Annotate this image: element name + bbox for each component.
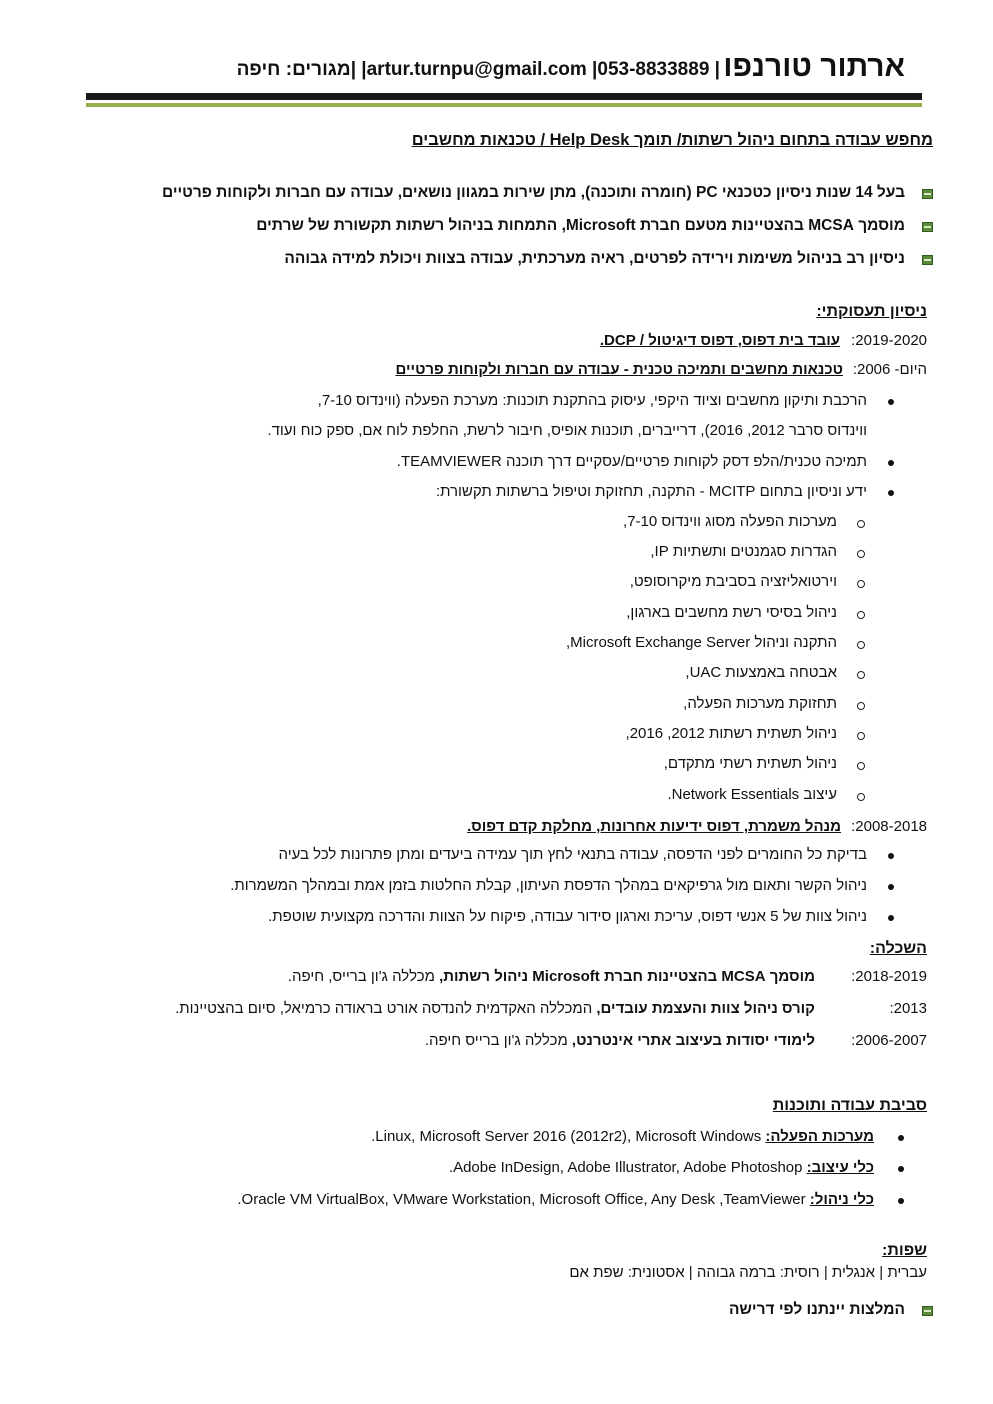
contact-line: | 053-8833889| artur.turnpu@gmail.com| |מגורים: חיפה <box>236 59 720 80</box>
green-bullet-icon <box>922 222 933 232</box>
summary-item: מוסמך MCSA בהצטיינות מטעם חברת Microsoft, התמחות בניהול רשתות תקשורת של שרתים <box>256 217 905 234</box>
bullet-icon <box>888 460 894 466</box>
environment-item <box>371 1128 874 1145</box>
environment-item <box>237 1191 874 1208</box>
resume-header <box>88 50 905 90</box>
education-item <box>175 1000 815 1017</box>
skill-item: ניהול תשתית רשתות 2012, 2016, <box>625 725 837 742</box>
bullet-icon <box>888 853 894 859</box>
job-bullet: בדיקת כל החומרים לפני הדפסה, עבודה בתנאי לחץ תוך עמידה ביעדים ומתן פתרונות לכל בעיה <box>278 846 867 863</box>
sub-bullet-icon <box>857 550 865 558</box>
environment-label: מערכות הפעלה: <box>765 1128 874 1145</box>
bullet-icon <box>888 915 894 921</box>
skill-item: הגדרות סגמנטים ותשתיות IP, <box>650 543 837 560</box>
bullet-icon <box>888 490 894 496</box>
green-bullet-icon <box>922 189 933 199</box>
education-item <box>425 1032 815 1049</box>
education-degree: קורס ניהול צוות והעצמת עובדים, <box>596 1000 815 1017</box>
job-bullet: תמיכה טכנית/הלפ דסק לקוחות פרטיים/עסקיים דרך תוכנה TEAMVIEWER. <box>396 453 867 470</box>
sub-bullet-icon <box>857 580 865 588</box>
job-role: מנהל משמרת, דפוס ידיעות אחרונות, מחלקת קדם דפוס. <box>467 818 841 835</box>
education-years: 2013: <box>889 1000 927 1017</box>
job-role: טכנאות מחשבים ותמיכה טכנית - עבודה עם חברות ולקוחות פרטיים <box>395 361 843 378</box>
sub-bullet-icon <box>857 671 865 679</box>
education-title: השכלה: <box>869 940 927 957</box>
bullet-icon <box>888 399 894 405</box>
sub-bullet-icon <box>857 732 865 740</box>
skill-item: תחזוקת מערכות הפעלה, <box>683 695 837 712</box>
job-bullet: הרכבת ותיקון מחשבים וציוד היקפי, עיסוק בהתקנת תוכנות: מערכת הפעלה (ווינדוס 7-10, <box>317 392 867 409</box>
education-degree: מוסמך MCSA בהצטיינות חברת Microsoft ניהול רשתות, <box>439 968 815 985</box>
bullet-icon <box>898 1166 904 1172</box>
experience-title: ניסיון תעסוקתי: <box>816 303 927 320</box>
education-years: 2018-2019: <box>851 968 927 985</box>
skill-item: עיצוב Network Essentials. <box>667 786 837 803</box>
skill-item: ניהול בסיסי רשת מחשבים בארגון, <box>626 604 837 621</box>
environment-value: Linux, Microsoft Server 2016 (2012r2), Microsoft Windows. <box>371 1128 766 1145</box>
green-bullet-icon <box>922 1306 933 1316</box>
sub-bullet-icon <box>857 641 865 649</box>
header-rule-green <box>86 103 922 107</box>
skill-item: ניהול תשתית רשתי מתקדם, <box>663 755 837 772</box>
job-years: 2008-2018: <box>851 818 927 835</box>
bullet-icon <box>898 1198 904 1204</box>
sub-bullet-icon <box>857 520 865 528</box>
job-bullet: ניהול צוות של 5 אנשי דפוס, עריכת וארגון סידור עבודה, פיקוח על הצוות והדרכה מקצועית שוטפת. <box>268 908 867 925</box>
environment-value: Oracle VM VirtualBox, VMware Workstation, Microsoft Office, Any Desk ,TeamViewer. <box>237 1191 810 1208</box>
sub-bullet-icon <box>857 762 865 770</box>
environment-title: סביבת עבודה ותוכנות <box>772 1097 927 1114</box>
job-bullet: ידע וניסיון בתחום MCITP - התקנה, תחזוקת וטיפול ברשתות תקשורת: <box>435 483 867 500</box>
education-item <box>288 968 815 985</box>
job-objective: מחפש עבודה בתחום ניהול רשתות/ תומך Help Desk / טכנאות מחשבים <box>411 131 933 149</box>
bullet-icon <box>888 884 894 890</box>
green-bullet-icon <box>922 255 933 265</box>
summary-item: בעל 14 שנות ניסיון כטכנאי PC (חומרה ותוכנה), מתן שירות במגוון נושאים, עבודה עם חברות ולקוחות פרטיים <box>161 184 905 201</box>
environment-value: Adobe InDesign, Adobe Illustrator, Adobe Photoshop. <box>448 1159 807 1176</box>
environment-label: כלי ניהול: <box>809 1191 874 1208</box>
sub-bullet-icon <box>857 793 865 801</box>
education-years: 2006-2007: <box>851 1032 927 1049</box>
job-years: היום- 2006: <box>852 361 927 378</box>
environment-label: כלי עיצוב: <box>806 1159 874 1176</box>
summary-item: ניסיון רב בניהול משימות וירידה לפרטים, ראיה מערכתית, עבודה בצוות ויכולת למידה גבוהה <box>284 250 905 267</box>
education-degree: לימודי יסודות בעיצוב אתרי אינטרנט, <box>571 1032 815 1049</box>
skill-item: התקנה וניהול Microsoft Exchange Server, <box>565 634 837 651</box>
job-bullet-continued: ווינדוס סרבר 2012, 2016), דרייברים, תוכנות אופיס, חיבור לרשת, החלפת לוח אם, ספק כוח ועוד. <box>267 422 867 439</box>
education-institution: מכללה ג'ון ברייס חיפה. <box>424 1032 572 1049</box>
skill-item: מערכות הפעלה מסוג ווינדוס 7-10, <box>623 513 837 530</box>
sub-bullet-icon <box>857 611 865 619</box>
candidate-name: ארתור טורנפו <box>723 50 905 83</box>
bullet-icon <box>898 1135 904 1141</box>
job-years: 2019-2020: <box>851 332 927 349</box>
job-role: עובד בית דפוס, דפוס דיגיטול / DCP. <box>599 332 840 349</box>
skill-item: וירטואליזציה בסביבת מיקרוסופט, <box>629 573 837 590</box>
languages-title: שפות: <box>882 1242 927 1259</box>
sub-bullet-icon <box>857 702 865 710</box>
references-note: המלצות יינתנו לפי דרישה <box>728 1301 905 1318</box>
environment-item <box>449 1159 874 1176</box>
job-bullet: ניהול הקשר ותאום מול גרפיקאים במהלך הדפסת העיתון, קבלת החלטות בזמן אמת ובמהלך המשמרות. <box>230 877 867 894</box>
languages-list: עברית | אנגלית | רוסית: ברמה גבוהה | אסטונית: שפת אם <box>569 1264 927 1281</box>
header-rule-dark <box>86 93 922 100</box>
education-institution: המכללה האקדמית להנדסה אורט בראודה כרמיאל, סיום בהצטיינות. <box>175 1000 597 1017</box>
education-institution: מכללה ג'ון ברייס, חיפה. <box>287 968 440 985</box>
skill-item: אבטחה באמצעות UAC, <box>685 664 837 681</box>
